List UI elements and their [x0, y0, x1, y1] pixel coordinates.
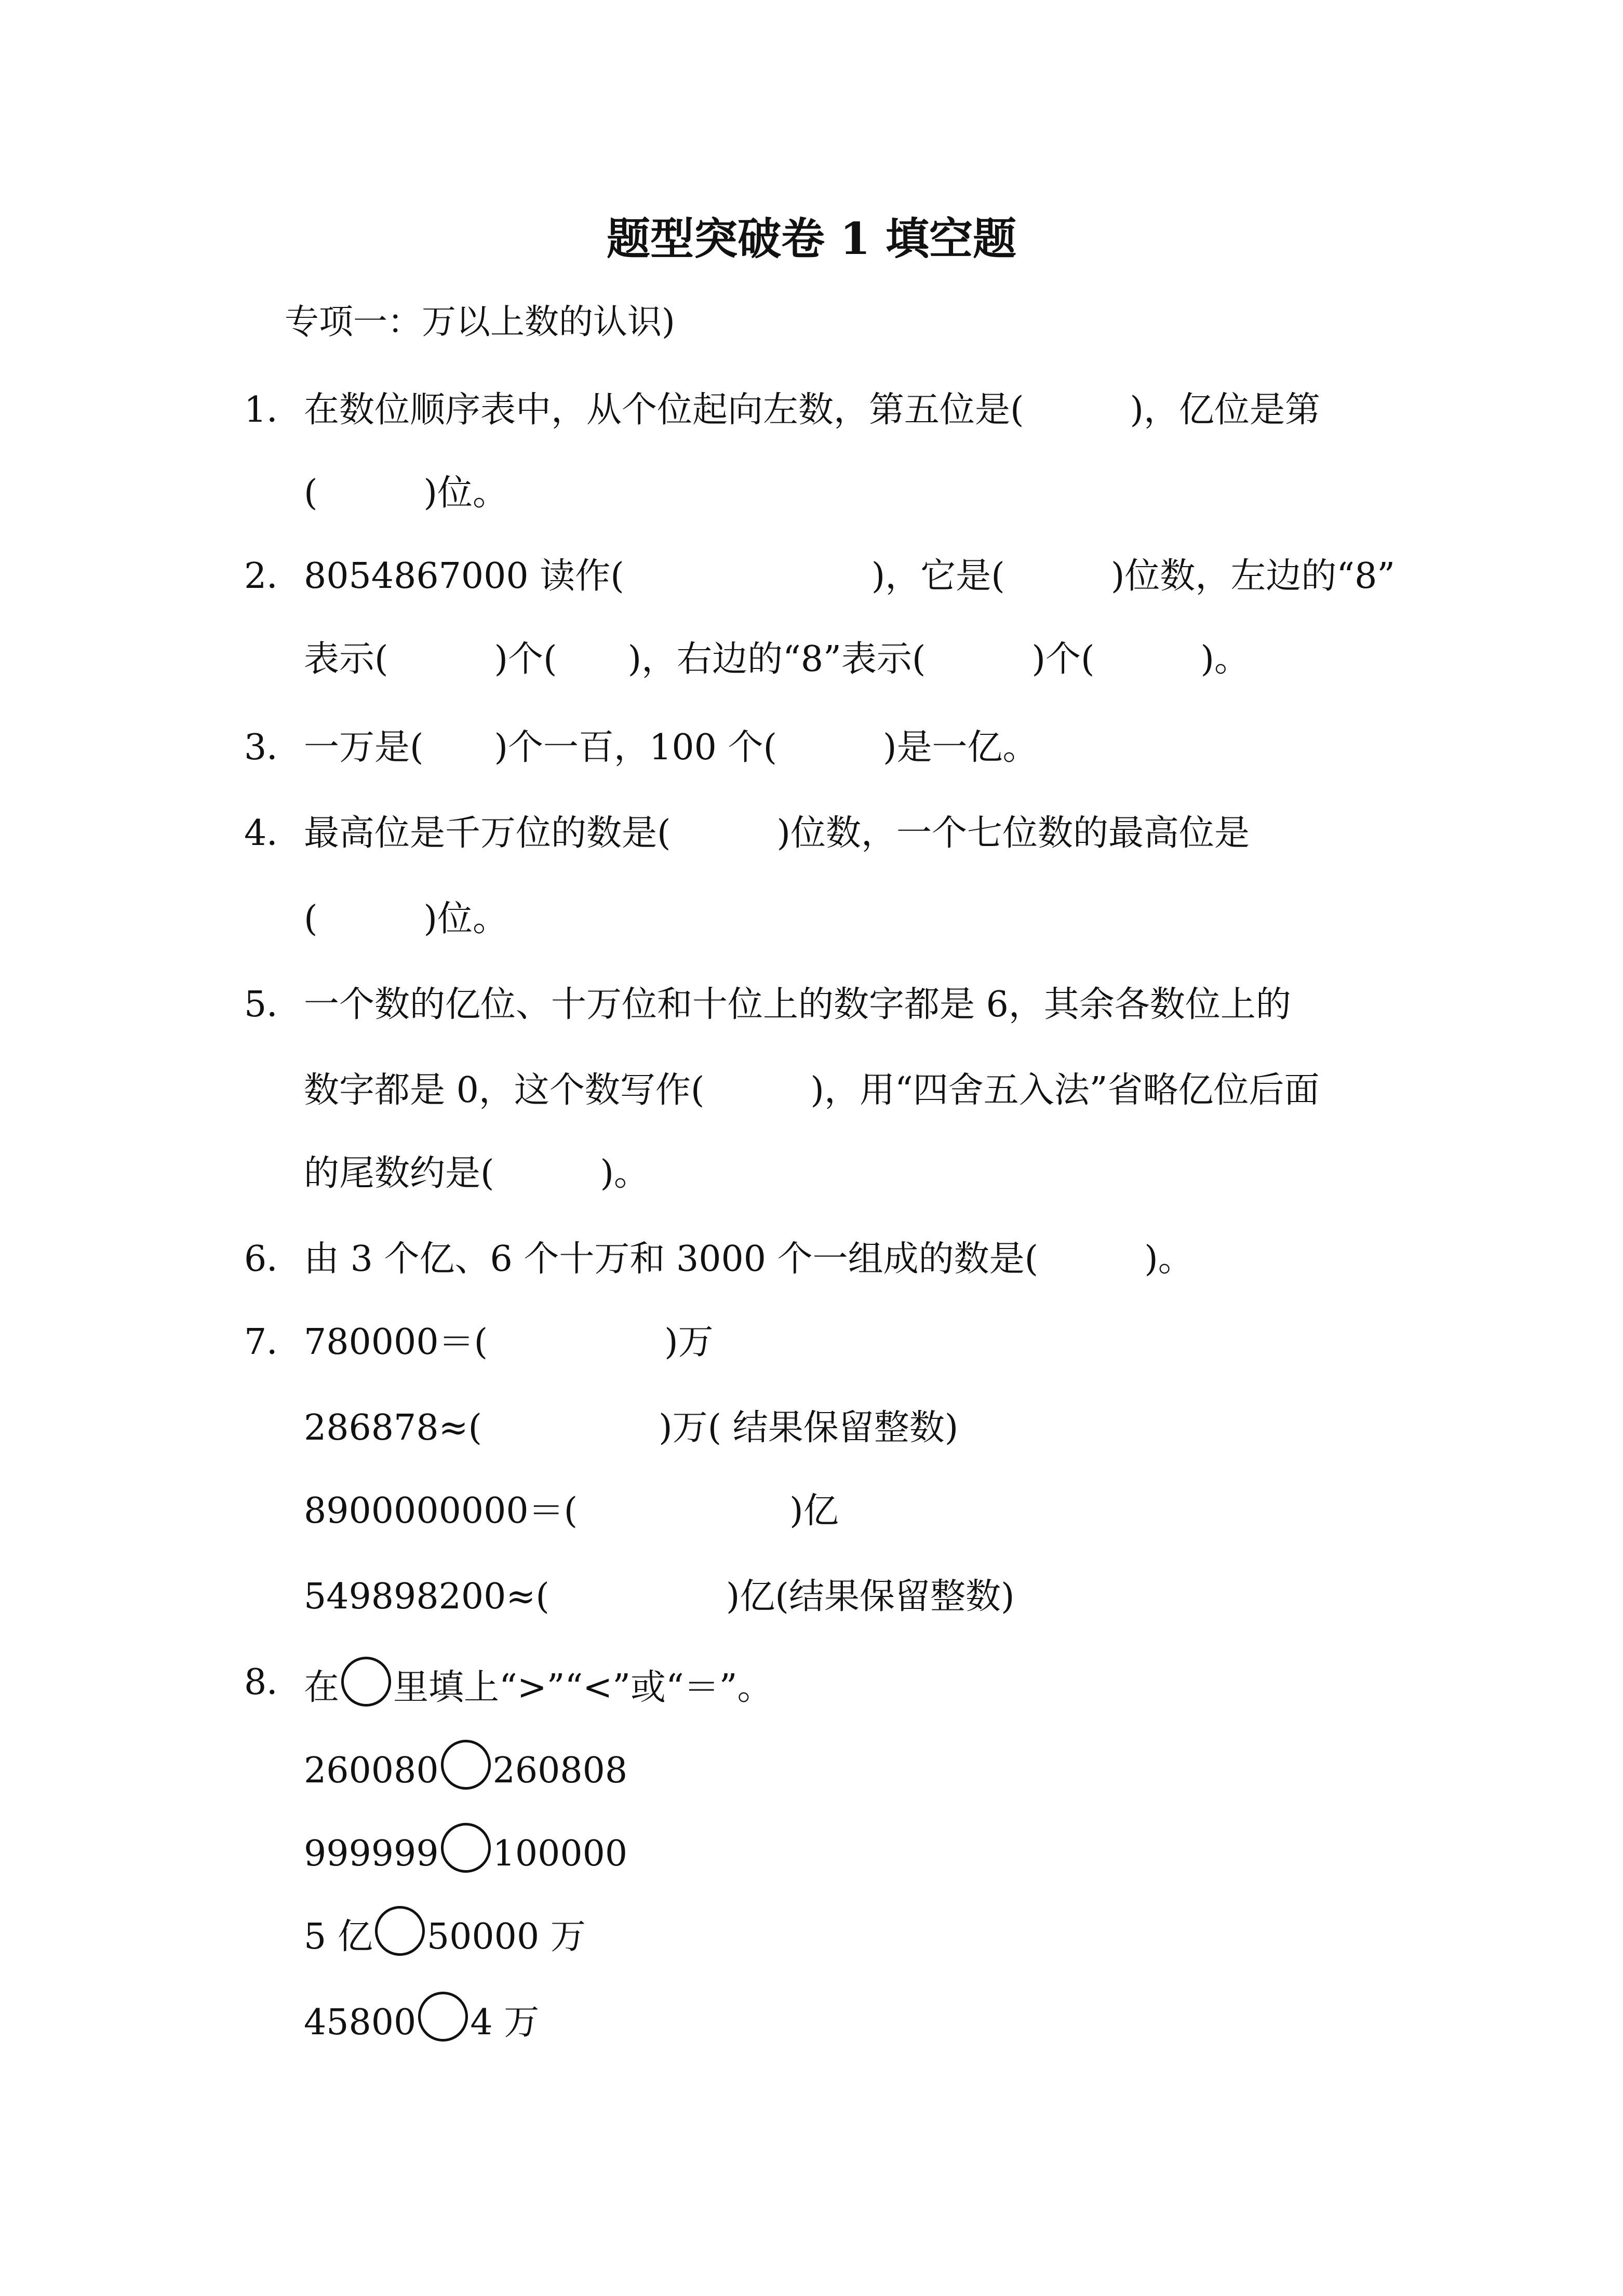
question-2-line-2: 表示( )个( )，右边的“8”表示( )个( )。 [304, 639, 1250, 680]
question-4-line-1: 最高位是千万位的数是( )位数，一个七位数的最高位是 [304, 813, 1250, 854]
question-7-line-1: 780000＝( )万 [304, 1322, 714, 1363]
question-1-line-1: 在数位顺序表中，从个位起向左数，第五位是( )，亿位是第 [304, 390, 1321, 431]
question-1-number: 1． [244, 390, 302, 431]
compare-left: 999999 [304, 1833, 439, 1874]
question-6-line-1: 由 3 个亿、6 个十万和 3000 个一组成的数是( )。 [304, 1239, 1193, 1280]
question-7-line-2: 286878≈( )万( 结果保留整数) [304, 1407, 959, 1448]
question-3-number: 3． [244, 727, 302, 768]
compare-circle-input[interactable] [375, 1906, 425, 1956]
question-4-line-2: ( )位。 [304, 898, 508, 939]
question-8-suffix: 里填上“>”“<”或“＝”。 [393, 1667, 773, 1708]
question-3-line-1: 一万是( )个一百，100 个( )是一亿。 [304, 727, 1038, 768]
question-8-prefix: 在 [304, 1667, 340, 1708]
question-5-line-3: 的尾数约是( )。 [304, 1153, 650, 1194]
question-1-line-2: ( )位。 [304, 473, 508, 514]
question-7-line-3: 8900000000＝( )亿 [304, 1491, 839, 1532]
question-4-number: 4． [244, 813, 302, 854]
compare-left: 45800 [304, 2002, 417, 2043]
question-6-number: 6． [244, 1239, 302, 1280]
section-heading: 专项一：万以上数的认识) [285, 302, 675, 342]
compare-left: 260080 [304, 1750, 439, 1791]
question-7-line-4: 549898200≈( )亿(结果保留整数) [304, 1576, 1015, 1617]
compare-right: 260808 [492, 1750, 628, 1791]
compare-circle-input[interactable] [418, 1992, 468, 2042]
compare-circle-input[interactable] [441, 1740, 491, 1790]
question-5-line-1: 一个数的亿位、十万位和十位上的数字都是 6，其余各数位上的 [304, 984, 1291, 1025]
question-5-number: 5． [244, 984, 302, 1025]
question-8-instruction [304, 1657, 773, 1714]
question-5-line-2: 数字都是 0，这个数写作( )，用“四舍五入法”省略亿位后面 [304, 1070, 1320, 1111]
compare-right: 100000 [492, 1833, 628, 1874]
compare-row [304, 1906, 586, 1963]
compare-right: 50000 万 [426, 1916, 586, 1957]
compare-left: 5 亿 [304, 1916, 373, 1957]
answer-circle-icon [341, 1657, 391, 1707]
compare-right: 4 万 [470, 2002, 540, 2043]
compare-row [304, 1823, 627, 1880]
page-title: 题型突破卷 1 填空题 [607, 213, 1016, 264]
compare-row [304, 1992, 539, 2049]
question-8-number: 8． [244, 1662, 302, 1703]
question-7-number: 7． [244, 1322, 302, 1363]
question-2-number: 2． [244, 556, 302, 597]
compare-circle-input[interactable] [441, 1823, 491, 1873]
question-2-line-1: 8054867000 读作( )，它是( )位数，左边的“8” [304, 556, 1396, 597]
compare-row [304, 1740, 627, 1797]
